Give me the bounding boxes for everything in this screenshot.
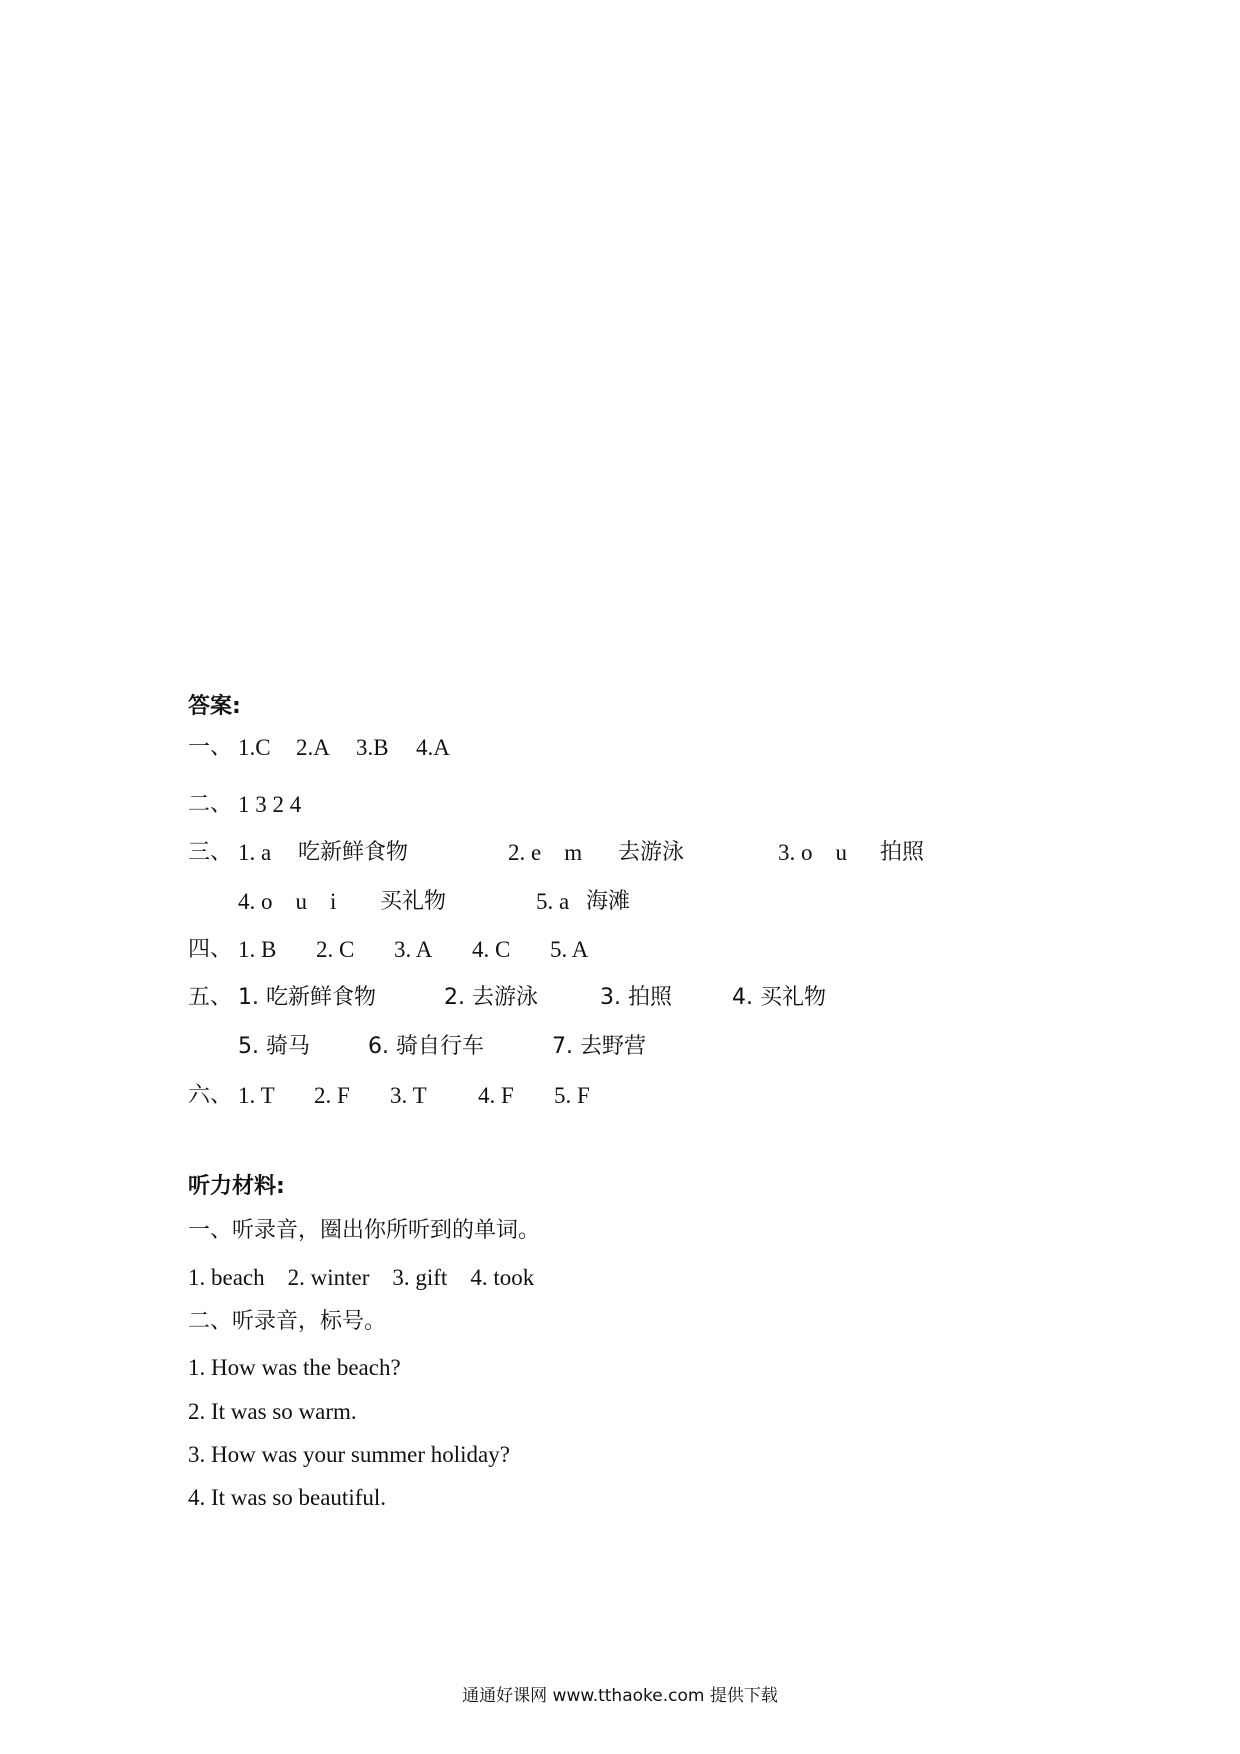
answer-phrase: 7. 去野营 [552, 1034, 646, 1059]
listening-line: 2. It was so warm. [188, 1399, 357, 1424]
listening-part-1-title: 一、听录音，圈出你所听到的单词。 [188, 1218, 541, 1243]
answer-section-1 [188, 733, 1088, 763]
listening-line: 3. How was your summer holiday? [188, 1442, 510, 1467]
answer-item: 4.A [416, 735, 450, 760]
page-footer: 通通好课网 www.tthaoke.com 提供下载 [462, 1686, 778, 1706]
listening-part-2-title: 二、听录音，标号。 [188, 1309, 387, 1334]
section-prefix: 六、 [188, 1083, 233, 1108]
answer-item: 5. A [550, 937, 589, 962]
answer-item: 1. T [238, 1083, 275, 1108]
answer-phrase: 3. 拍照 [600, 985, 672, 1010]
answer-letters: 3. o u [778, 840, 847, 865]
answer-item: 3.B [356, 735, 389, 760]
section-prefix: 四、 [188, 937, 233, 962]
answer-item: 1.C [238, 735, 271, 760]
section-prefix: 三、 [188, 840, 233, 865]
answer-phrase: 海滩 [586, 889, 631, 914]
answer-letters: 2. e m [508, 840, 583, 865]
answer-section-6 [188, 1081, 1088, 1111]
answers-heading: 答案: [188, 694, 241, 719]
answer-item: 4. F [478, 1083, 514, 1108]
listening-line: 1. How was the beach? [188, 1355, 401, 1380]
answer-phrase: 吃新鲜食物 [298, 840, 409, 865]
answer-item: 2. F [314, 1083, 350, 1108]
answer-letters: 5. a [536, 889, 570, 914]
answer-phrase: 1. 吃新鲜食物 [238, 985, 376, 1010]
answer-item: 4. C [472, 937, 511, 962]
answer-text: 1 3 2 4 [238, 792, 302, 817]
listening-heading: 听力材料: [188, 1174, 285, 1199]
answer-phrase: 2. 去游泳 [444, 985, 538, 1010]
answer-phrase: 4. 买礼物 [732, 985, 826, 1010]
answer-item: 1. B [238, 937, 277, 962]
answer-section-3-row-1 [188, 838, 1088, 868]
answer-section-2 [188, 790, 1088, 820]
answer-phrase: 买礼物 [380, 889, 447, 914]
answer-section-5-row-1 [188, 983, 1088, 1013]
answer-item: 2.A [296, 735, 330, 760]
section-prefix: 五、 [188, 985, 233, 1010]
answer-phrase: 拍照 [880, 840, 925, 865]
section-prefix: 一、 [188, 735, 233, 760]
answer-phrase: 5. 骑马 [238, 1034, 310, 1059]
answer-phrase: 6. 骑自行车 [368, 1034, 484, 1059]
answer-section-5-row-2 [188, 1032, 1088, 1062]
listening-line: 4. It was so beautiful. [188, 1485, 387, 1510]
answer-letters: 4. o u i [238, 889, 337, 914]
answer-phrase: 去游泳 [618, 840, 685, 865]
answer-item: 5. F [554, 1083, 590, 1108]
answer-item: 3. T [390, 1083, 427, 1108]
answer-letters: 1. a [238, 840, 272, 865]
answer-section-3-row-2 [188, 887, 1088, 917]
answer-item: 3. A [394, 937, 433, 962]
answer-section-4 [188, 935, 1088, 965]
answer-item: 2. C [316, 937, 355, 962]
listening-part-1-words: 1. beach 2. winter 3. gift 4. took [188, 1265, 535, 1290]
section-prefix: 二、 [188, 792, 233, 817]
